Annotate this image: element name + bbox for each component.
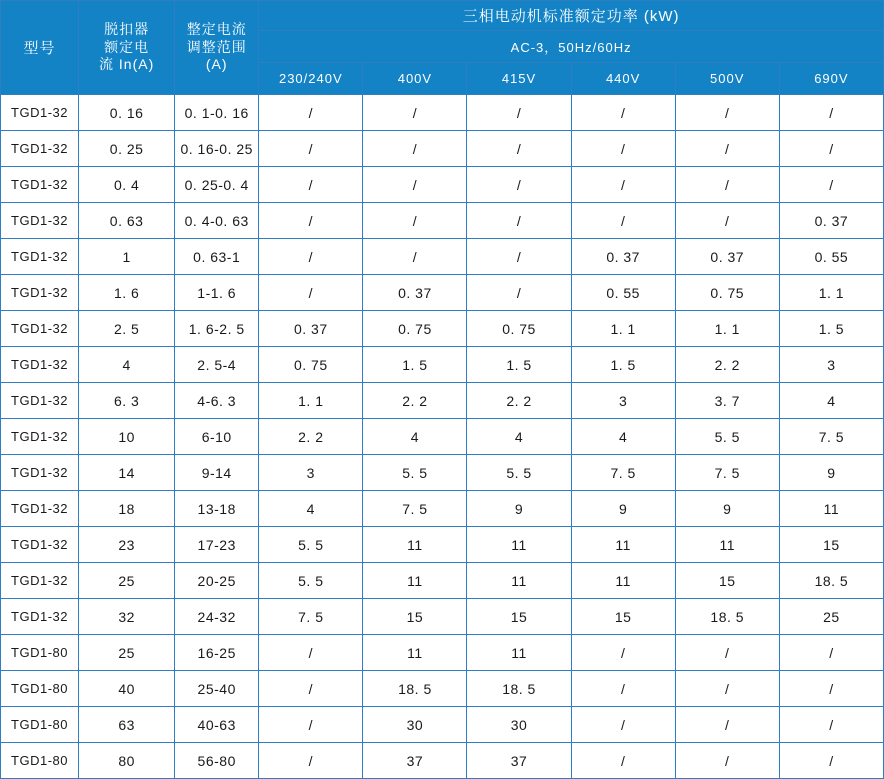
cell-power-400: 15 [363, 599, 467, 635]
table-row [1, 275, 884, 311]
cell-power-415: / [467, 131, 571, 167]
header-rated-current-line1: 脱扣器 [104, 21, 150, 38]
cell-power-440: 0. 55 [571, 275, 675, 311]
header-rated-current-line2: 额定电 [104, 38, 150, 55]
cell-power-500: 5. 5 [675, 419, 779, 455]
cell-power-500: / [675, 131, 779, 167]
cell-power-415: 1. 5 [467, 347, 571, 383]
table-row [1, 239, 884, 275]
cell-power-400: 0. 37 [363, 275, 467, 311]
cell-power-230-240: / [259, 707, 363, 743]
cell-adjust-range: 4-6. 3 [175, 383, 259, 419]
table-row [1, 527, 884, 563]
cell-power-500: 1. 1 [675, 311, 779, 347]
cell-power-500: / [675, 167, 779, 203]
cell-power-440: 9 [571, 491, 675, 527]
cell-model: TGD1-80 [1, 707, 79, 743]
table-row [1, 635, 884, 671]
cell-rated-current: 14 [79, 455, 175, 491]
header-voltage-230-240: 230/240V [259, 63, 363, 95]
cell-power-230-240: 0. 75 [259, 347, 363, 383]
cell-power-440: 11 [571, 527, 675, 563]
cell-power-690: 3 [779, 347, 883, 383]
cell-power-415: 2. 2 [467, 383, 571, 419]
cell-power-440: / [571, 203, 675, 239]
header-voltage-690: 690V [779, 63, 883, 95]
cell-power-230-240: 5. 5 [259, 563, 363, 599]
cell-power-400: 30 [363, 707, 467, 743]
cell-power-440: 0. 37 [571, 239, 675, 275]
cell-model: TGD1-32 [1, 527, 79, 563]
cell-power-690: 25 [779, 599, 883, 635]
cell-rated-current: 10 [79, 419, 175, 455]
cell-model: TGD1-32 [1, 311, 79, 347]
cell-power-415: / [467, 95, 571, 131]
cell-adjust-range: 17-23 [175, 527, 259, 563]
cell-model: TGD1-32 [1, 203, 79, 239]
cell-power-230-240: / [259, 203, 363, 239]
header-adjust-range [175, 1, 259, 95]
cell-power-415: / [467, 275, 571, 311]
cell-power-690: / [779, 167, 883, 203]
table-row [1, 95, 884, 131]
cell-power-500: 15 [675, 563, 779, 599]
cell-power-440: 1. 5 [571, 347, 675, 383]
cell-power-440: / [571, 167, 675, 203]
cell-power-440: / [571, 743, 675, 779]
cell-power-500: / [675, 95, 779, 131]
header-voltage-440: 440V [571, 63, 675, 95]
header-group-title: 三相电动机标准额定功率 (kW) [259, 1, 884, 31]
cell-power-415: 18. 5 [467, 671, 571, 707]
cell-model: TGD1-32 [1, 167, 79, 203]
cell-adjust-range: 25-40 [175, 671, 259, 707]
cell-adjust-range: 24-32 [175, 599, 259, 635]
cell-power-400: 2. 2 [363, 383, 467, 419]
cell-power-230-240: 1. 1 [259, 383, 363, 419]
header-adjust-range-line2: 调整范围 [186, 38, 247, 55]
cell-model: TGD1-32 [1, 275, 79, 311]
cell-power-440: / [571, 707, 675, 743]
cell-power-415: 37 [467, 743, 571, 779]
cell-power-440: / [571, 635, 675, 671]
cell-rated-current: 6. 3 [79, 383, 175, 419]
table-row [1, 131, 884, 167]
cell-power-230-240: / [259, 95, 363, 131]
cell-power-500: / [675, 671, 779, 707]
cell-model: TGD1-80 [1, 671, 79, 707]
cell-power-230-240: / [259, 275, 363, 311]
table-row [1, 671, 884, 707]
table-row [1, 563, 884, 599]
cell-adjust-range: 0. 1-0. 16 [175, 95, 259, 131]
cell-power-690: / [779, 707, 883, 743]
cell-power-415: 9 [467, 491, 571, 527]
cell-power-690: 9 [779, 455, 883, 491]
cell-power-415: 15 [467, 599, 571, 635]
table-row [1, 599, 884, 635]
table-row [1, 491, 884, 527]
cell-power-690: 11 [779, 491, 883, 527]
cell-power-690: 0. 37 [779, 203, 883, 239]
cell-power-400: 37 [363, 743, 467, 779]
cell-power-400: 1. 5 [363, 347, 467, 383]
cell-adjust-range: 40-63 [175, 707, 259, 743]
cell-power-690: / [779, 95, 883, 131]
cell-model: TGD1-32 [1, 383, 79, 419]
cell-power-415: / [467, 203, 571, 239]
cell-power-415: 11 [467, 563, 571, 599]
cell-power-440: / [571, 131, 675, 167]
cell-power-500: 11 [675, 527, 779, 563]
cell-power-400: / [363, 203, 467, 239]
cell-rated-current: 80 [79, 743, 175, 779]
cell-model: TGD1-32 [1, 491, 79, 527]
cell-power-415: / [467, 167, 571, 203]
cell-rated-current: 0. 63 [79, 203, 175, 239]
cell-power-400: 7. 5 [363, 491, 467, 527]
cell-rated-current: 2. 5 [79, 311, 175, 347]
cell-power-500: 0. 75 [675, 275, 779, 311]
cell-power-690: 15 [779, 527, 883, 563]
cell-rated-current: 40 [79, 671, 175, 707]
cell-power-500: 18. 5 [675, 599, 779, 635]
table-row [1, 419, 884, 455]
header-adjust-range-line3: (A) [205, 56, 228, 73]
cell-power-415: 11 [467, 527, 571, 563]
cell-model: TGD1-80 [1, 743, 79, 779]
cell-model: TGD1-32 [1, 419, 79, 455]
cell-power-500: 3. 7 [675, 383, 779, 419]
cell-power-415: 5. 5 [467, 455, 571, 491]
cell-power-500: / [675, 203, 779, 239]
cell-power-690: 1. 5 [779, 311, 883, 347]
table-body [1, 95, 884, 779]
cell-power-415: 0. 75 [467, 311, 571, 347]
cell-rated-current: 4 [79, 347, 175, 383]
cell-power-500: 0. 37 [675, 239, 779, 275]
cell-power-440: 7. 5 [571, 455, 675, 491]
cell-rated-current: 0. 25 [79, 131, 175, 167]
cell-rated-current: 0. 4 [79, 167, 175, 203]
cell-adjust-range: 2. 5-4 [175, 347, 259, 383]
cell-power-230-240: 0. 37 [259, 311, 363, 347]
cell-power-415: 11 [467, 635, 571, 671]
cell-power-400: 4 [363, 419, 467, 455]
cell-power-500: / [675, 707, 779, 743]
table-row [1, 347, 884, 383]
cell-power-400: / [363, 95, 467, 131]
cell-power-440: 1. 1 [571, 311, 675, 347]
cell-rated-current: 23 [79, 527, 175, 563]
cell-rated-current: 18 [79, 491, 175, 527]
header-voltage-500: 500V [675, 63, 779, 95]
cell-power-500: 9 [675, 491, 779, 527]
cell-power-400: 18. 5 [363, 671, 467, 707]
cell-power-230-240: / [259, 239, 363, 275]
cell-adjust-range: 0. 4-0. 63 [175, 203, 259, 239]
cell-power-440: 3 [571, 383, 675, 419]
cell-rated-current: 63 [79, 707, 175, 743]
cell-power-230-240: 2. 2 [259, 419, 363, 455]
cell-power-415: 30 [467, 707, 571, 743]
cell-power-400: / [363, 239, 467, 275]
cell-adjust-range: 0. 25-0. 4 [175, 167, 259, 203]
cell-power-400: 0. 75 [363, 311, 467, 347]
table-row [1, 203, 884, 239]
cell-rated-current: 1. 6 [79, 275, 175, 311]
cell-power-230-240: 3 [259, 455, 363, 491]
cell-adjust-range: 13-18 [175, 491, 259, 527]
cell-power-400: / [363, 167, 467, 203]
cell-power-500: / [675, 743, 779, 779]
cell-adjust-range: 16-25 [175, 635, 259, 671]
cell-adjust-range: 0. 63-1 [175, 239, 259, 275]
cell-power-440: / [571, 95, 675, 131]
cell-rated-current: 1 [79, 239, 175, 275]
cell-power-440: 15 [571, 599, 675, 635]
table-header [1, 1, 884, 95]
header-model: 型号 [1, 1, 79, 95]
cell-adjust-range: 0. 16-0. 25 [175, 131, 259, 167]
cell-model: TGD1-32 [1, 239, 79, 275]
header-rated-current-line3: 流 In(A) [99, 56, 155, 73]
cell-model: TGD1-32 [1, 95, 79, 131]
table-row [1, 383, 884, 419]
cell-power-400: 11 [363, 635, 467, 671]
cell-model: TGD1-32 [1, 347, 79, 383]
cell-power-400: 11 [363, 527, 467, 563]
cell-rated-current: 25 [79, 635, 175, 671]
cell-power-415: / [467, 239, 571, 275]
cell-adjust-range: 1. 6-2. 5 [175, 311, 259, 347]
cell-power-500: 2. 2 [675, 347, 779, 383]
table-row [1, 707, 884, 743]
cell-power-500: / [675, 635, 779, 671]
cell-power-690: / [779, 743, 883, 779]
cell-power-690: / [779, 635, 883, 671]
cell-power-230-240: 7. 5 [259, 599, 363, 635]
cell-power-690: 18. 5 [779, 563, 883, 599]
cell-power-230-240: / [259, 635, 363, 671]
cell-power-690: 7. 5 [779, 419, 883, 455]
header-rated-current [79, 1, 175, 95]
header-voltage-400: 400V [363, 63, 467, 95]
cell-adjust-range: 6-10 [175, 419, 259, 455]
cell-model: TGD1-32 [1, 563, 79, 599]
table-row [1, 311, 884, 347]
cell-power-230-240: / [259, 131, 363, 167]
cell-power-230-240: 4 [259, 491, 363, 527]
header-voltage-415: 415V [467, 63, 571, 95]
cell-power-440: 11 [571, 563, 675, 599]
cell-power-230-240: / [259, 743, 363, 779]
cell-power-400: 11 [363, 563, 467, 599]
table-row [1, 743, 884, 779]
header-group-subtitle: AC-3，50Hz/60Hz [259, 31, 884, 63]
cell-rated-current: 0. 16 [79, 95, 175, 131]
cell-power-690: 1. 1 [779, 275, 883, 311]
cell-adjust-range: 20-25 [175, 563, 259, 599]
cell-power-440: 4 [571, 419, 675, 455]
cell-rated-current: 32 [79, 599, 175, 635]
cell-power-690: 4 [779, 383, 883, 419]
cell-model: TGD1-32 [1, 131, 79, 167]
cell-adjust-range: 1-1. 6 [175, 275, 259, 311]
cell-power-230-240: / [259, 167, 363, 203]
cell-power-690: / [779, 131, 883, 167]
cell-power-500: 7. 5 [675, 455, 779, 491]
cell-power-690: / [779, 671, 883, 707]
cell-power-415: 4 [467, 419, 571, 455]
cell-power-400: 5. 5 [363, 455, 467, 491]
cell-power-230-240: 5. 5 [259, 527, 363, 563]
table-row [1, 167, 884, 203]
cell-power-230-240: / [259, 671, 363, 707]
cell-model: TGD1-32 [1, 455, 79, 491]
header-adjust-range-line1: 整定电流 [186, 21, 247, 38]
cell-power-400: / [363, 131, 467, 167]
cell-model: TGD1-80 [1, 635, 79, 671]
cell-power-440: / [571, 671, 675, 707]
table-row [1, 455, 884, 491]
cell-power-690: 0. 55 [779, 239, 883, 275]
cell-adjust-range: 56-80 [175, 743, 259, 779]
cell-model: TGD1-32 [1, 599, 79, 635]
cell-rated-current: 25 [79, 563, 175, 599]
cell-adjust-range: 9-14 [175, 455, 259, 491]
